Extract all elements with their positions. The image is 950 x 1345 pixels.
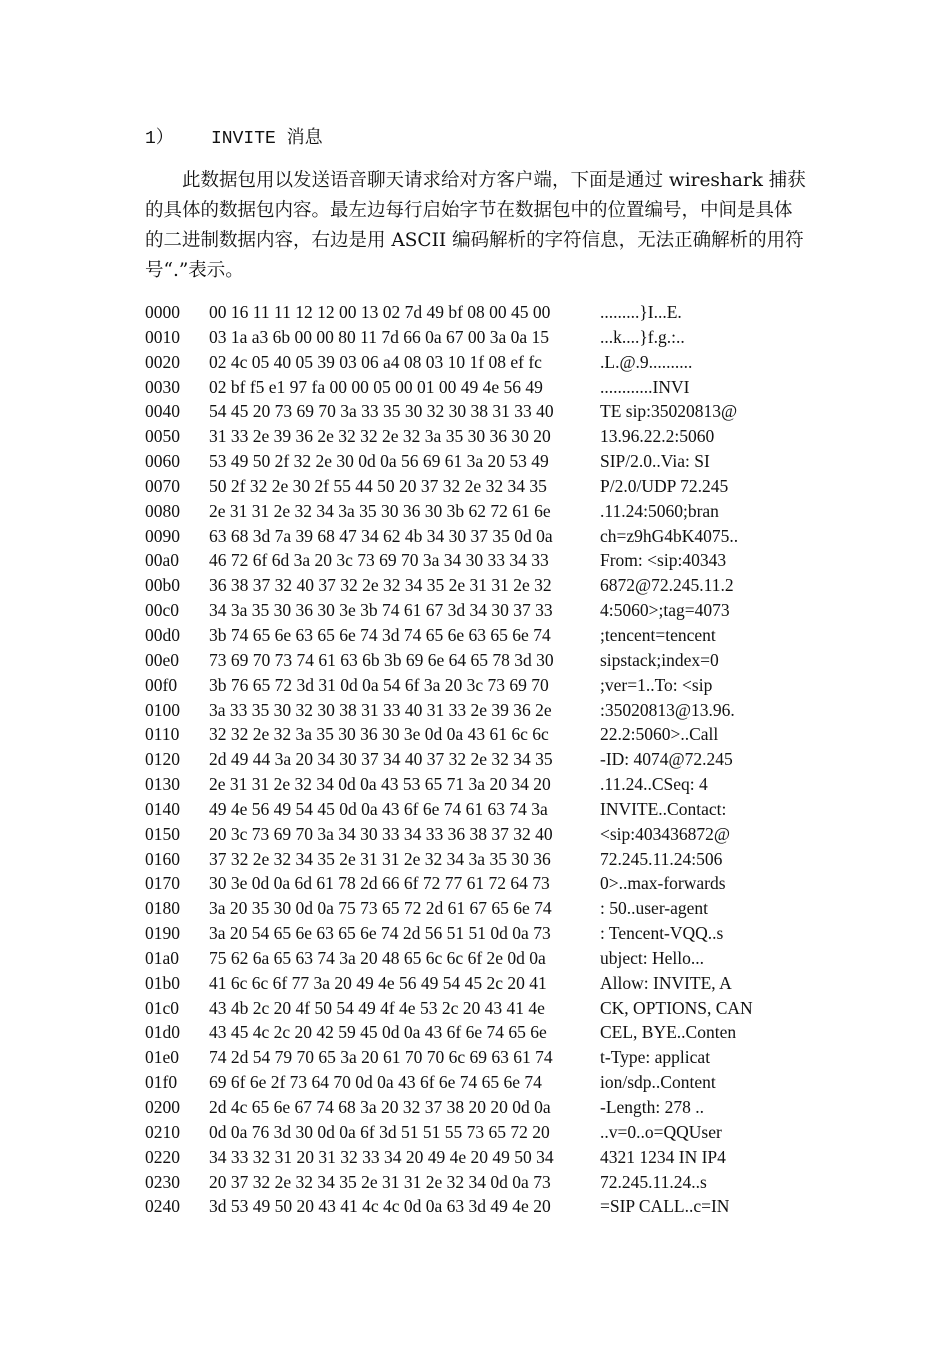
hex-offset: 01e0 [145, 1047, 180, 1068]
hex-ascii: ...k....}f.g.:.. [600, 326, 685, 347]
hex-row [145, 747, 805, 772]
hex-bytes: 41 6c 6c 6f 77 3a 20 49 4e 56 49 54 45 2c 20 41 [209, 972, 547, 993]
hex-offset: 0010 [145, 326, 180, 347]
hex-ascii: .11.24..CSeq: 4 [600, 774, 708, 795]
hex-bytes: 3d 53 49 50 20 43 41 4c 4c 0d 0a 63 3d 49 4e 20 [209, 1196, 551, 1217]
hex-ascii: t-Type: applicat [600, 1047, 711, 1068]
hex-bytes: 20 37 32 2e 32 34 35 2e 31 31 2e 32 34 0d 0a 73 [209, 1171, 551, 1192]
hex-bytes: 3a 20 54 65 6e 63 65 6e 74 2d 56 51 51 0d 0a 73 [209, 923, 551, 944]
hex-row [145, 449, 805, 474]
hex-offset: 0020 [145, 351, 180, 372]
hex-offset: 0000 [145, 302, 180, 322]
hex-row [145, 946, 805, 971]
hex-row [145, 921, 805, 946]
hex-row [145, 722, 805, 747]
hex-ascii: 22.2:5060>..Call [600, 724, 719, 745]
hex-row [145, 424, 805, 449]
hex-offset: 00f0 [145, 674, 178, 695]
hex-offset: 0140 [145, 798, 180, 819]
intro-paragraph [145, 166, 815, 286]
hex-bytes: 20 3c 73 69 70 3a 34 30 33 34 33 36 38 37 32 40 [209, 823, 553, 844]
hex-ascii: 4321 1234 IN IP4 [600, 1146, 726, 1167]
hex-bytes: 37 32 2e 32 34 35 2e 31 31 2e 32 34 3a 35 30 36 [209, 848, 551, 869]
hex-row [145, 325, 805, 350]
hex-ascii: -Length: 278 .. [600, 1097, 705, 1117]
hex-ascii: -ID: 4074@72.245 [600, 749, 733, 770]
hex-ascii: : 50..user-agent [600, 898, 709, 919]
hex-row [145, 300, 805, 325]
hex-bytes: 43 45 4c 2c 20 42 59 45 0d 0a 43 6f 6e 74 65 6e [209, 1022, 547, 1043]
hex-offset: 00b0 [145, 575, 180, 596]
hex-bytes: 2d 49 44 3a 20 34 30 37 34 40 37 32 2e 32 34 35 [209, 749, 553, 770]
paragraph-line: 的具体的数据包内容。最左边每行启始字节在数据包中的位置编号，中间是具体 [145, 200, 793, 221]
hex-ascii: sipstack;index=0 [600, 649, 719, 670]
hex-bytes: 00 16 11 11 12 12 00 13 02 7d 49 bf 08 00 45 00 [209, 302, 551, 322]
hex-ascii: 13.96.22.2:5060 [600, 426, 715, 447]
hex-offset: 0040 [145, 401, 180, 422]
hex-ascii: ;tencent=tencent [600, 624, 716, 645]
hex-bytes: 02 bf f5 e1 97 fa 00 00 05 00 01 00 49 4e 56 49 [209, 376, 543, 397]
hex-ascii: : Tencent-VQQ..s [600, 923, 724, 944]
hex-dump [145, 300, 805, 1219]
hex-ascii: .11.24:5060;bran [600, 500, 719, 521]
hex-bytes: 74 2d 54 79 70 65 3a 20 61 70 70 6c 69 63 61 74 [209, 1047, 553, 1068]
hex-bytes: 69 6f 6e 2f 73 64 70 0d 0a 43 6f 6e 74 65 6e 74 [209, 1072, 542, 1093]
hex-row [145, 623, 805, 648]
hex-offset: 0080 [145, 500, 180, 521]
hex-row [145, 1070, 805, 1095]
hex-offset: 0030 [145, 376, 180, 397]
hex-ascii: :35020813@13.96. [600, 699, 735, 720]
hex-ascii: TE sip:35020813@ [600, 401, 738, 422]
hex-row [145, 1120, 805, 1145]
hex-ascii: ..v=0..o=QQUser [600, 1121, 722, 1142]
hex-offset: 0050 [145, 426, 180, 447]
hex-bytes: 31 33 2e 39 36 2e 32 32 2e 32 3a 35 30 36 30 20 [209, 426, 551, 447]
hex-ascii: .L.@.9.......... [600, 351, 693, 372]
hex-offset: 0100 [145, 699, 180, 720]
hex-bytes: 2e 31 31 2e 32 34 3a 35 30 36 30 3b 62 72 61 6e [209, 500, 551, 521]
hex-ascii: From: <sip:40343 [600, 550, 727, 571]
hex-bytes: 0d 0a 76 3d 30 0d 0a 6f 3d 51 51 55 73 65 72 20 [209, 1121, 550, 1142]
hex-bytes: 2e 31 31 2e 32 34 0d 0a 43 53 65 71 3a 20 34 20 [209, 774, 551, 795]
hex-row [145, 1020, 805, 1045]
hex-ascii: P/2.0/UDP 72.245 [600, 475, 729, 496]
hex-row [145, 399, 805, 424]
hex-bytes: 30 3e 0d 0a 6d 61 78 2d 66 6f 72 77 61 72 64 73 [209, 873, 550, 894]
hex-row [145, 573, 805, 598]
hex-bytes: 02 4c 05 40 05 39 03 06 a4 08 03 10 1f 08 ef fc [209, 351, 542, 372]
hex-bytes: 03 1a a3 6b 00 00 80 11 7d 66 0a 67 00 3a 0a 15 [209, 326, 550, 347]
hex-bytes: 63 68 3d 7a 39 68 47 34 62 4b 34 30 37 35 0d 0a [209, 525, 553, 546]
hex-offset: 01b0 [145, 972, 180, 993]
hex-bytes: 3a 33 35 30 32 30 38 31 33 40 31 33 2e 39 36 2e [209, 699, 552, 720]
hex-bytes: 3b 74 65 6e 63 65 6e 74 3d 74 65 6e 63 65 6e 74 [209, 624, 551, 645]
paragraph-line: 号“.”表示。 [145, 260, 244, 281]
hex-ascii: ion/sdp..Content [600, 1072, 716, 1093]
hex-offset: 0240 [145, 1196, 180, 1217]
hex-row [145, 548, 805, 573]
hex-bytes: 50 2f 32 2e 30 2f 55 44 50 20 37 32 2e 32 34 35 [209, 475, 547, 496]
section-title: INVITE 消息 [211, 129, 323, 149]
hex-row [145, 698, 805, 723]
hex-row [145, 822, 805, 847]
hex-row [145, 772, 805, 797]
hex-offset: 01a0 [145, 947, 180, 968]
hex-bytes: 36 38 37 32 40 37 32 2e 32 34 35 2e 31 31 2e 32 [209, 575, 552, 596]
hex-offset: 0150 [145, 823, 180, 844]
hex-ascii: ch=z9hG4bK4075.. [600, 525, 739, 546]
hex-bytes: 32 32 2e 32 3a 35 30 36 30 3e 0d 0a 43 61 6c 6c [209, 724, 549, 745]
hex-offset: 0110 [145, 724, 180, 745]
hex-offset: 0200 [145, 1097, 180, 1117]
hex-ascii: SIP/2.0..Via: SI [600, 451, 710, 472]
hex-ascii: =SIP CALL..c=IN [600, 1196, 730, 1217]
hex-ascii: ubject: Hello... [600, 947, 705, 968]
hex-row [145, 971, 805, 996]
hex-row [145, 598, 805, 623]
hex-offset: 0220 [145, 1146, 180, 1167]
hex-bytes: 75 62 6a 65 63 74 3a 20 48 65 6c 6c 6f 2e 0d 0a [209, 947, 546, 968]
hex-bytes: 34 33 32 31 20 31 32 33 34 20 49 4e 20 49 50 34 [209, 1146, 554, 1167]
hex-row [145, 1194, 805, 1219]
hex-offset: 0230 [145, 1171, 180, 1192]
hex-offset: 00d0 [145, 624, 180, 645]
hex-offset: 0090 [145, 525, 180, 546]
hex-offset: 0170 [145, 873, 180, 894]
hex-offset: 0160 [145, 848, 180, 869]
hex-offset: 0060 [145, 451, 180, 472]
hex-offset: 00c0 [145, 600, 180, 621]
hex-ascii: CEL, BYE..Conten [600, 1022, 737, 1043]
hex-ascii: <sip:403436872@ [600, 823, 731, 844]
hex-row [145, 524, 805, 549]
hex-ascii: Allow: INVITE, A [600, 972, 732, 993]
hex-ascii: CK, OPTIONS, CAN [600, 997, 753, 1018]
hex-ascii: 72.245.11.24..s [600, 1171, 707, 1192]
hex-bytes: 53 49 50 2f 32 2e 30 0d 0a 56 69 61 3a 20 53 49 [209, 451, 549, 472]
hex-row [145, 474, 805, 499]
hex-bytes: 34 3a 35 30 36 30 3e 3b 74 61 67 3d 34 30 37 33 [209, 600, 553, 621]
hex-bytes: 49 4e 56 49 54 45 0d 0a 43 6f 6e 74 61 63 74 3a [209, 798, 548, 819]
hex-ascii: 4:5060>;tag=4073 [600, 600, 730, 621]
hex-row [145, 896, 805, 921]
hex-offset: 0210 [145, 1121, 180, 1142]
hex-row [145, 648, 805, 673]
hex-row [145, 1145, 805, 1170]
hex-offset: 0190 [145, 923, 180, 944]
hex-bytes: 3a 20 35 30 0d 0a 75 73 65 72 2d 61 67 65 6e 74 [209, 898, 552, 919]
hex-offset: 00e0 [145, 649, 180, 670]
hex-bytes: 54 45 20 73 69 70 3a 33 35 30 32 30 38 31 33 40 [209, 401, 554, 422]
hex-bytes: 46 72 6f 6d 3a 20 3c 73 69 70 3a 34 30 33 34 33 [209, 550, 549, 571]
hex-ascii: .........}I...E. [600, 302, 682, 322]
hex-row [145, 871, 805, 896]
hex-ascii: 6872@72.245.11.2 [600, 575, 734, 596]
hex-bytes: 2d 4c 65 6e 67 74 68 3a 20 32 37 38 20 20 0d 0a [209, 1097, 551, 1117]
hex-row [145, 847, 805, 872]
hex-offset: 01f0 [145, 1072, 178, 1093]
hex-row [145, 996, 805, 1021]
hex-bytes: 43 4b 2c 20 4f 50 54 49 4f 4e 53 2c 20 43 41 4e [209, 997, 545, 1018]
hex-row [145, 1045, 805, 1070]
hex-bytes: 73 69 70 73 74 61 63 6b 3b 69 6e 64 65 78 3d 30 [209, 649, 554, 670]
hex-row [145, 499, 805, 524]
hex-ascii: INVITE..Contact: [600, 798, 727, 819]
hex-offset: 01c0 [145, 997, 180, 1018]
hex-row [145, 1170, 805, 1195]
hex-ascii: ............INVI [600, 376, 690, 397]
paragraph-line: 此数据包用以发送语音聊天请求给对方客户端，下面是通过 wireshark 捕获 [182, 170, 806, 191]
hex-offset: 0130 [145, 774, 180, 795]
hex-offset: 0070 [145, 475, 180, 496]
hex-offset: 0120 [145, 749, 180, 770]
hex-ascii: ;ver=1..To: <sip [600, 674, 713, 695]
section-heading [145, 123, 323, 152]
hex-row [145, 1095, 805, 1120]
hex-ascii: 0>..max-forwards [600, 873, 726, 894]
hex-row [145, 375, 805, 400]
hex-row [145, 797, 805, 822]
section-number: 1） [145, 129, 174, 149]
hex-row [145, 673, 805, 698]
hex-offset: 00a0 [145, 550, 180, 571]
hex-row [145, 350, 805, 375]
paragraph-line: 的二进制数据内容，右边是用 ASCII 编码解析的字符信息，无法正确解析的用符 [145, 230, 804, 251]
hex-ascii: 72.245.11.24:506 [600, 848, 723, 869]
hex-offset: 0180 [145, 898, 180, 919]
hex-offset: 01d0 [145, 1022, 180, 1043]
hex-bytes: 3b 76 65 72 3d 31 0d 0a 54 6f 3a 20 3c 73 69 70 [209, 674, 549, 695]
